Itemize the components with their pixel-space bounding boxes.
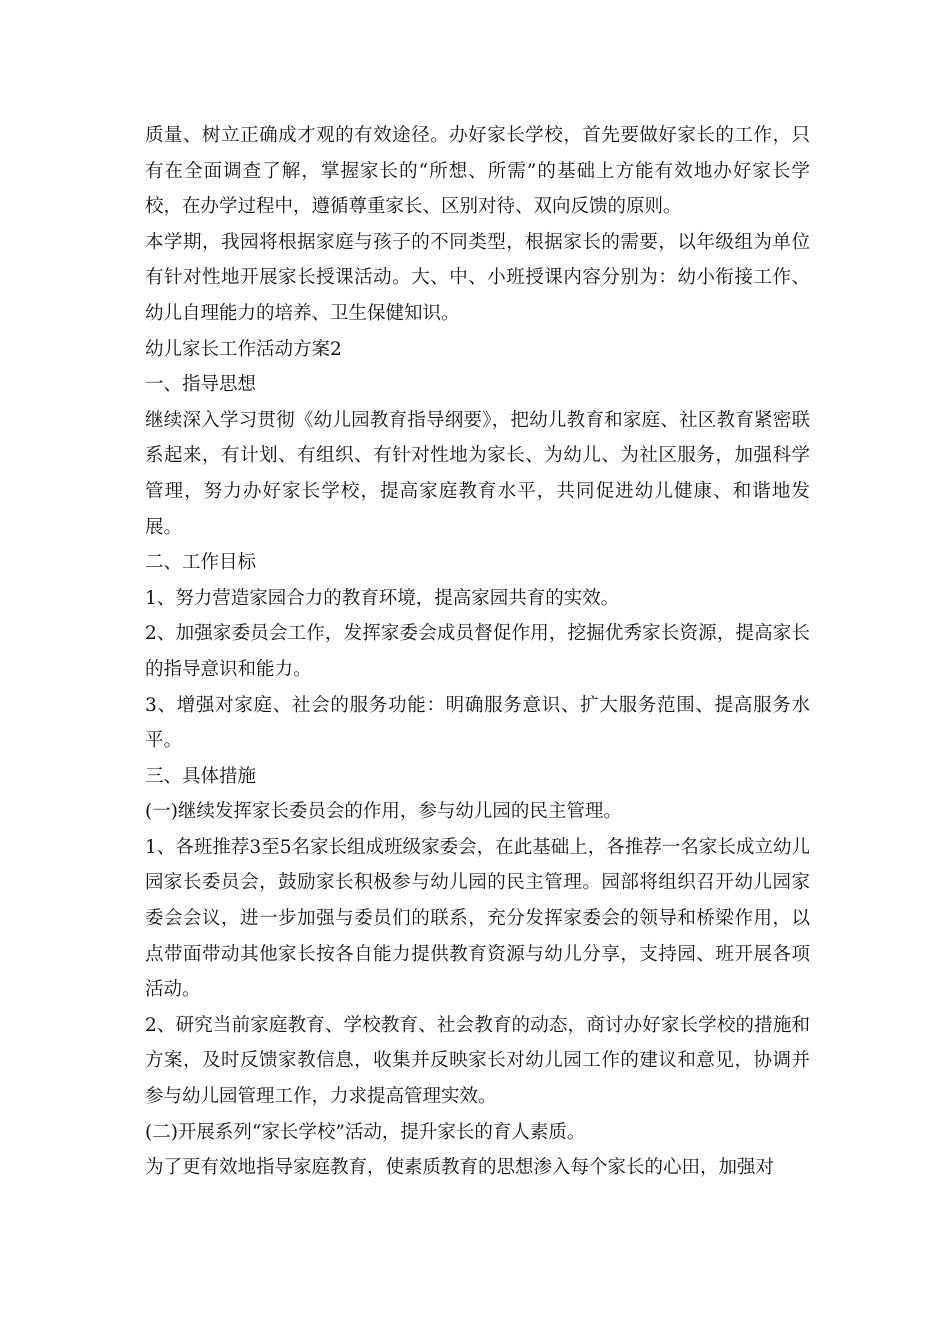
list-item: 1、努力营造家园合力的教育环境，提高家园共育的实效。 (145, 587, 620, 609)
subheading: (二)开展系列“家长学校”活动，提升家长的育人素质。 (145, 1121, 586, 1143)
list-item: 1、各班推荐3至5名家长组成班级家委会，在此基础上，各推荐一名家长成立幼儿园家长委员会，鼓励家长积极参与幼儿园的民主管理。园部将组织召开幼儿园家委会会议，进一步加强与委员们的联系，充分发挥家委会的领导和桥梁作用，以点带面带动其他家长按各自能力提供教育资源与幼儿分享，支持园、班开展各项活动。 (145, 836, 810, 1001)
heading-guiding-thought: 一、指导思想 (145, 374, 257, 396)
section-title: 幼儿家长工作活动方案2 (145, 338, 342, 360)
body-paragraph: 继续深入学习贯彻《幼儿园教育指导纲要》，把幼儿教育和家庭、社区教育紧密联系起来，有计划、有组织、有针对性地为家长、为幼儿、为社区服务，加强科学管理，努力办好家长学校，提高家庭教育水平，共同促进幼儿健康、和谐地发展。 (145, 409, 810, 538)
document-body (145, 118, 810, 1186)
list-item: 2、加强家委员会工作，发挥家委会成员督促作用，挖掘优秀家长资源，提高家长的指导意识和能力。 (145, 623, 810, 680)
body-paragraph: 为了更有效地指导家庭教育，使素质教育的思想渗入每个家长的心田，加强对 (145, 1157, 775, 1179)
list-item: 3、增强对家庭、社会的服务功能：明确服务意识、扩大服务范围、提高服务水平。 (145, 694, 810, 752)
heading-work-goals: 二、工作目标 (145, 552, 257, 574)
body-paragraph: 质量、树立正确成才观的有效途径。办好家长学校，首先要做好家长的工作，只有在全面调查了解，掌握家长的“所想、所需”的基础上方能有效地办好家长学校，在办学过程中，遵循尊重家长、区别对待、双向反馈的原则。 (145, 125, 810, 218)
list-item: 2、研究当前家庭教育、学校教育、社会教育的动态，商讨办好家长学校的措施和方案，及时反馈家教信息，收集并反映家长对幼儿园工作的建议和意见，协调并参与幼儿园管理工作，力求提高管理实效。 (145, 1014, 810, 1108)
heading-measures: 三、具体措施 (145, 765, 257, 787)
body-paragraph: 本学期，我园将根据家庭与孩子的不同类型，根据家长的需要，以年级组为单位有针对性地开展家长授课活动。大、中、小班授课内容分别为：幼小衔接工作、幼儿自理能力的培养、卫生保健知识。 (145, 231, 810, 324)
subheading: (一)继续发挥家长委员会的作用，参与幼儿园的民主管理。 (145, 801, 622, 823)
